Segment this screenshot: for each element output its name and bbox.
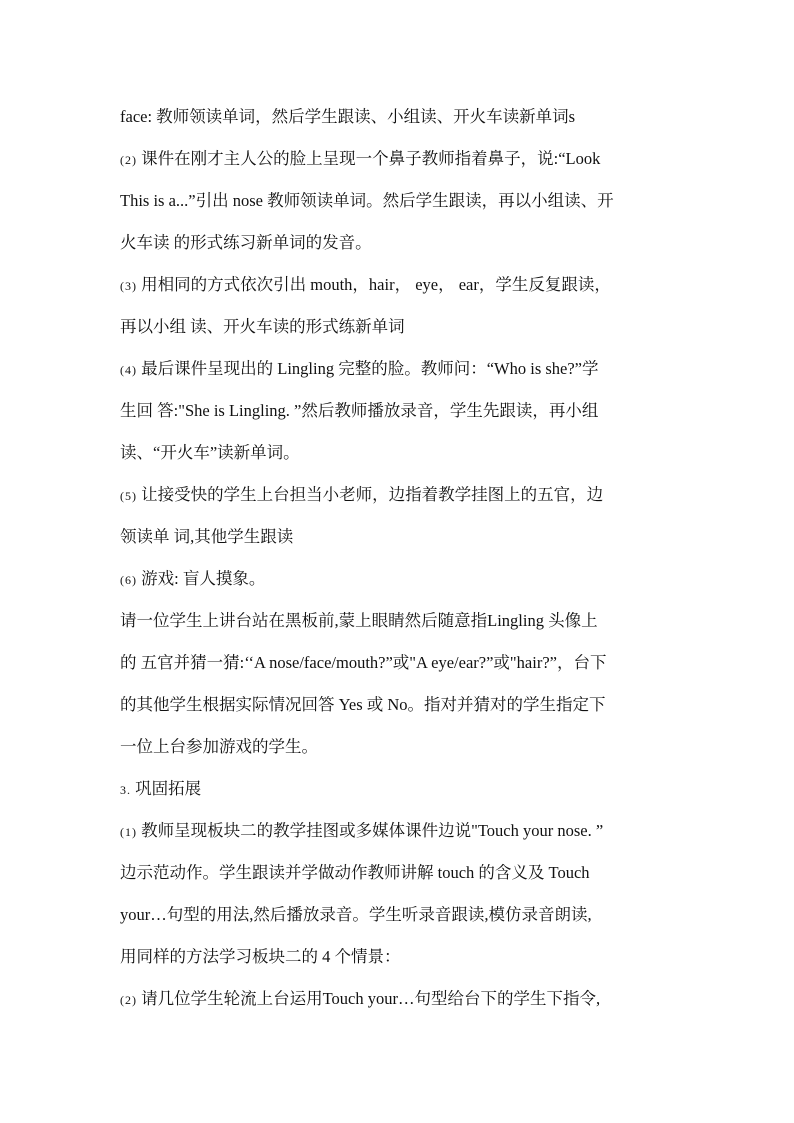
line-text: 请几位学生轮流上台运用Touch your…句型给台下的学生下指令, — [137, 989, 601, 1008]
text-line-15 — [120, 695, 680, 715]
line-text: face: 教师领读单词，然后学生跟读、小组读、开火车读新单词s — [120, 107, 576, 126]
line-text: 边示范动作。学生跟读并学做动作教师讲解 touch 的含义及 Touch — [120, 863, 590, 882]
list-number: (6) — [120, 573, 137, 587]
list-number: (2) — [120, 993, 137, 1007]
list-number: (3) — [120, 279, 137, 293]
text-line-1 — [120, 107, 680, 127]
line-text: 的其他学生根据实际情况回答 Yes 或 No。指对并猜对的学生指定下 — [120, 695, 606, 714]
text-line-6 — [120, 317, 680, 337]
text-line-22 — [120, 989, 680, 1010]
text-line-12 — [120, 569, 680, 590]
text-line-16 — [120, 737, 680, 757]
section-title: 巩固拓展 — [131, 779, 202, 798]
line-text: 让接受快的学生上台担当小老师，边指着教学挂图上的五官，边 — [137, 485, 604, 504]
line-text: 课件在刚才主人公的脸上呈现一个鼻子教师指着鼻子，说:“Look — [137, 149, 601, 168]
text-line-3 — [120, 191, 680, 211]
text-line-14 — [120, 653, 680, 673]
text-line-8 — [120, 401, 680, 421]
line-text: 再以小组 读、开火车读的形式练新单词 — [120, 317, 405, 336]
text-line-2 — [120, 149, 680, 170]
text-line-21 — [120, 947, 680, 967]
line-text: 游戏: 盲人摸象。 — [137, 569, 266, 588]
text-line-10 — [120, 485, 680, 506]
line-text: This is a...”引出 nose 教师领读单词。然后学生跟读，再以小组读、开 — [120, 191, 614, 210]
list-number: (1) — [120, 825, 137, 839]
line-text: 用相同的方式依次引出 mouth，hair， eye， ear，学生反复跟读， — [137, 275, 611, 294]
line-text: 教师呈现板块二的教学挂图或多媒体课件边说"Touch your nose. ” — [137, 821, 604, 840]
line-text: 读、“开火车”读新单词。 — [120, 443, 300, 462]
list-number: (2) — [120, 153, 137, 167]
line-text: 一位上台参加游戏的学生。 — [120, 737, 318, 756]
line-text: 领读单 词,其他学生跟读 — [120, 527, 294, 546]
section-number: 3. — [120, 783, 131, 797]
line-text: 最后课件呈现出的 Lingling 完整的脸。教师问：“Who is she?”学 — [137, 359, 599, 378]
list-number: (4) — [120, 363, 137, 377]
section-heading — [120, 779, 680, 800]
text-line-13 — [120, 611, 680, 631]
list-number: (5) — [120, 489, 137, 503]
text-line-19 — [120, 863, 680, 883]
line-text: 生回 答:"She is Lingling. ”然后教师播放录音，学生先跟读，再小组 — [120, 401, 599, 420]
text-line-11 — [120, 527, 680, 547]
line-text: 的 五官并猜一猜:‘‘A nose/face/mouth?”或"A eye/ear?”或"hair?”，台下 — [120, 653, 607, 672]
text-line-4 — [120, 233, 680, 253]
text-line-18 — [120, 821, 680, 842]
line-text: 火车读 的形式练习新单词的发音。 — [120, 233, 372, 252]
line-text: 请一位学生上讲台站在黑板前,蒙上眼睛然后随意指Lingling 头像上 — [120, 611, 598, 630]
text-line-20 — [120, 905, 680, 925]
text-line-5 — [120, 275, 680, 296]
text-line-9 — [120, 443, 680, 463]
text-line-7 — [120, 359, 680, 380]
line-text: 用同样的方法学习板块二的 4 个情景： — [120, 947, 401, 966]
line-text: your…句型的用法,然后播放录音。学生听录音跟读,模仿录音朗读, — [120, 905, 592, 924]
